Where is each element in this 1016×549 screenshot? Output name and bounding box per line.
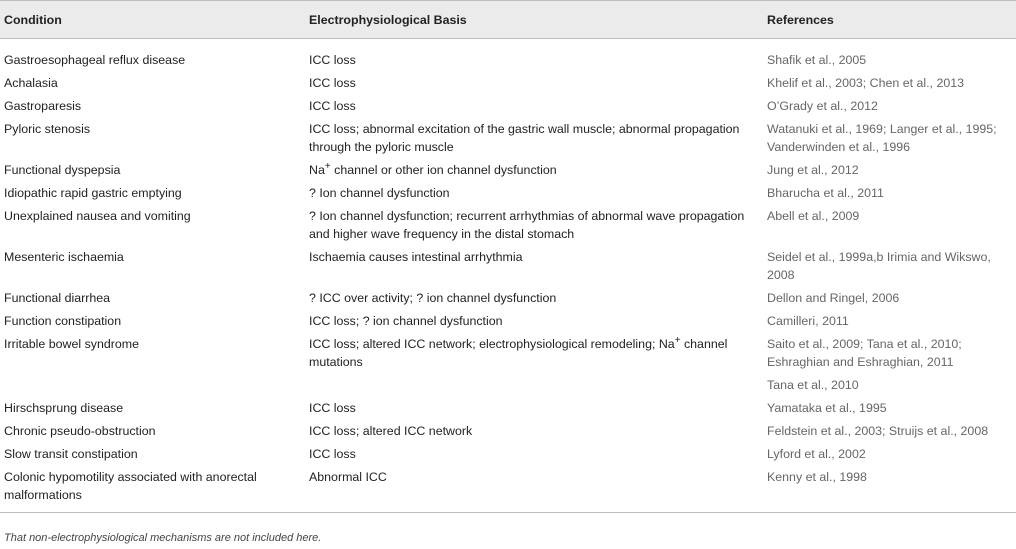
header-basis: Electrophysiological Basis — [303, 1, 759, 39]
cell-condition: Irritable bowel syndrome — [4, 337, 139, 351]
table-row — [0, 93, 1016, 116]
cell-references: Camilleri, 2011 — [767, 314, 849, 328]
cell-condition: Pyloric stenosis — [4, 122, 91, 136]
cell-basis — [303, 331, 759, 395]
reference-text: Tana et al., 2010 — [767, 378, 859, 392]
cell-references: Feldstein et al., 2003; Struijs et al., 2008 — [767, 424, 989, 438]
table-row — [0, 244, 1016, 285]
cell-references: Jung et al., 2012 — [767, 163, 859, 177]
superscript-plus: + — [674, 335, 681, 346]
basis-text: channel or other ion channel dysfunction — [330, 163, 557, 177]
cell-references: Watanuki et al., 1969; Langer et al., 1995; Vanderwinden et al., 1996 — [767, 122, 997, 154]
header-condition: Condition — [0, 1, 303, 39]
table-row — [0, 180, 1016, 203]
cell-references: Kenny et al., 1998 — [759, 464, 1016, 513]
basis-text: channel mutations — [309, 337, 728, 369]
cell-basis: ICC loss; altered ICC network — [309, 424, 473, 438]
cell-basis: ICC loss — [309, 447, 356, 461]
cell-condition: Gastroparesis — [4, 99, 82, 113]
cell-basis: ICC loss — [309, 99, 356, 113]
cell-basis: ICC loss — [309, 76, 356, 90]
cell-condition: Hirschsprung disease — [4, 401, 124, 415]
cell-condition: Slow transit constipation — [4, 447, 138, 461]
cell-references: O’Grady et al., 2012 — [767, 99, 878, 113]
cell-condition: Function constipation — [4, 314, 122, 328]
table-row — [0, 203, 1016, 244]
superscript-plus: + — [324, 161, 331, 172]
table-row — [0, 441, 1016, 464]
table-row — [0, 395, 1016, 418]
table-row — [0, 308, 1016, 331]
header-references: References — [759, 1, 1016, 39]
table-footnote: That non-electrophysiological mechanisms are not included here. — [4, 532, 322, 544]
cell-basis — [303, 157, 759, 180]
cell-references: Shafik et al., 2005 — [767, 53, 867, 67]
reference-text: Saito et al., 2009; Tana et al., 2010; Eshraghian and Eshraghian, 2011 — [767, 337, 962, 369]
cell-references: Dellon and Ringel, 2006 — [767, 291, 900, 305]
cell-condition: Chronic pseudo-obstruction — [4, 424, 156, 438]
cell-basis: ICC loss; abnormal excitation of the gastric wall muscle; abnormal propagation through the pyloric muscle — [309, 122, 740, 154]
basis-text: ICC loss; altered ICC network; electrophysiological remodeling; Na — [309, 337, 675, 351]
cell-condition: Gastroesophageal reflux disease — [4, 53, 186, 67]
cell-references: Lyford et al., 2002 — [767, 447, 866, 461]
table-row — [0, 157, 1016, 180]
cell-basis: Ischaemia causes intestinal arrhythmia — [309, 250, 523, 264]
cell-basis: ICC loss — [309, 53, 356, 67]
table-row — [0, 39, 1016, 71]
cell-basis: Abnormal ICC — [303, 464, 759, 513]
cell-references — [759, 331, 1016, 395]
cell-condition: Functional dyspepsia — [4, 163, 121, 177]
table-row — [0, 418, 1016, 441]
table-row — [0, 285, 1016, 308]
table-row — [0, 70, 1016, 93]
table-row — [0, 331, 1016, 395]
table-row — [0, 116, 1016, 157]
cell-basis: ? Ion channel dysfunction; recurrent arrhythmias of abnormal wave propagation and higher wave frequency in the distal stomach — [309, 209, 745, 241]
cell-condition: Idiopathic rapid gastric emptying — [4, 186, 182, 200]
cell-references: Yamataka et al., 1995 — [767, 401, 887, 415]
cell-condition: Colonic hypomotility associated with anorectal malformations — [0, 464, 303, 513]
cell-basis: ? Ion channel dysfunction — [309, 186, 450, 200]
cell-condition: Unexplained nausea and vomiting — [4, 209, 191, 223]
cell-condition: Mesenteric ischaemia — [4, 250, 124, 264]
basis-text: Na — [309, 163, 325, 177]
cell-condition: Functional diarrhea — [4, 291, 111, 305]
cell-references: Seidel et al., 1999a,b Irimia and Wikswo, 2008 — [767, 250, 991, 282]
table-row — [0, 464, 1016, 513]
cell-references: Khelif et al., 2003; Chen et al., 2013 — [767, 76, 965, 90]
cell-basis: ICC loss; ? ion channel dysfunction — [309, 314, 503, 328]
cell-references: Bharucha et al., 2011 — [767, 186, 884, 200]
cell-condition: Achalasia — [4, 76, 58, 90]
cell-basis: ? ICC over activity; ? ion channel dysfunction — [309, 291, 557, 305]
cell-basis: ICC loss — [309, 401, 356, 415]
cell-references: Abell et al., 2009 — [767, 209, 860, 223]
header-row — [0, 1, 1016, 39]
